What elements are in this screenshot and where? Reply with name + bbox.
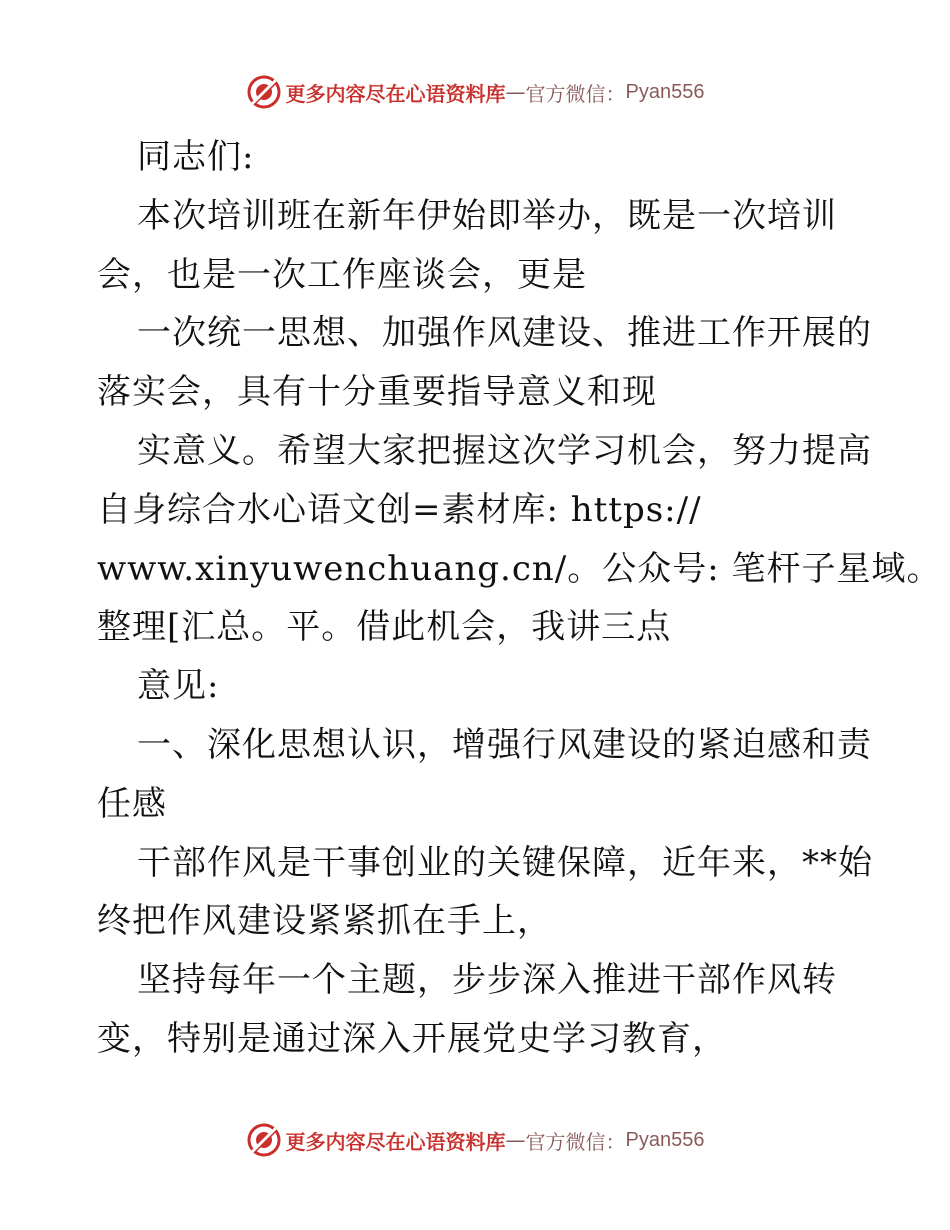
header-brand-text: 更多内容尽在心语资料库: [285, 81, 506, 106]
body-line: 同志们:: [137, 137, 255, 177]
footer-wechat-id: Pyan556: [625, 1128, 705, 1151]
body-line: 一次统一思想、加强作风建设、推进工作开展的: [137, 313, 872, 354]
body-line: www.xinyuwenchuang.cn/。公众号: 笔杆子星域。: [97, 548, 942, 589]
body-line: 变，特别是通过深入开展党史学习教育，: [97, 1018, 727, 1059]
body-line: 实意义。希望大家把握这次学习机会，努力提高: [137, 430, 872, 471]
footer-wechat-label: 官方微信：: [525, 1129, 626, 1154]
document-body: [97, 128, 942, 1069]
body-line: 干部作风是干事创业的关键保障，近年来，**始: [137, 842, 873, 883]
body-line: 落实会，具有十分重要指导意义和现: [97, 372, 657, 413]
footer-brand-text: 更多内容尽在心语资料库: [285, 1129, 506, 1154]
brand-logo-icon: [246, 74, 282, 110]
brand-logo-icon: [246, 1122, 282, 1158]
body-line: 会，也是一次工作座谈会，更是: [97, 254, 587, 295]
header-wechat-label: 官方微信：: [525, 81, 626, 106]
footer-banner: [0, 1120, 950, 1160]
body-line: 整理[汇总。平。借此机会，我讲三点: [97, 607, 672, 648]
body-line: 本次培训班在新年伊始即举办，既是一次培训: [137, 195, 837, 236]
body-line: 自身综合水心语文创=素材库: https://: [97, 489, 702, 530]
header-wechat-id: Pyan556: [625, 80, 705, 103]
footer-separator: —: [505, 1128, 526, 1152]
section-heading-continued: 任感: [97, 783, 167, 824]
body-line: 终把作风建设紧紧抓在手上，: [97, 901, 552, 942]
header-separator: —: [505, 80, 526, 104]
body-line: 坚持每年一个主题，步步深入推进干部作风转: [137, 960, 837, 1001]
body-line: 意见:: [137, 666, 220, 707]
header-banner: [0, 72, 950, 112]
section-heading: 一、深化思想认识，增强行风建设的紧迫感和责: [137, 724, 872, 765]
